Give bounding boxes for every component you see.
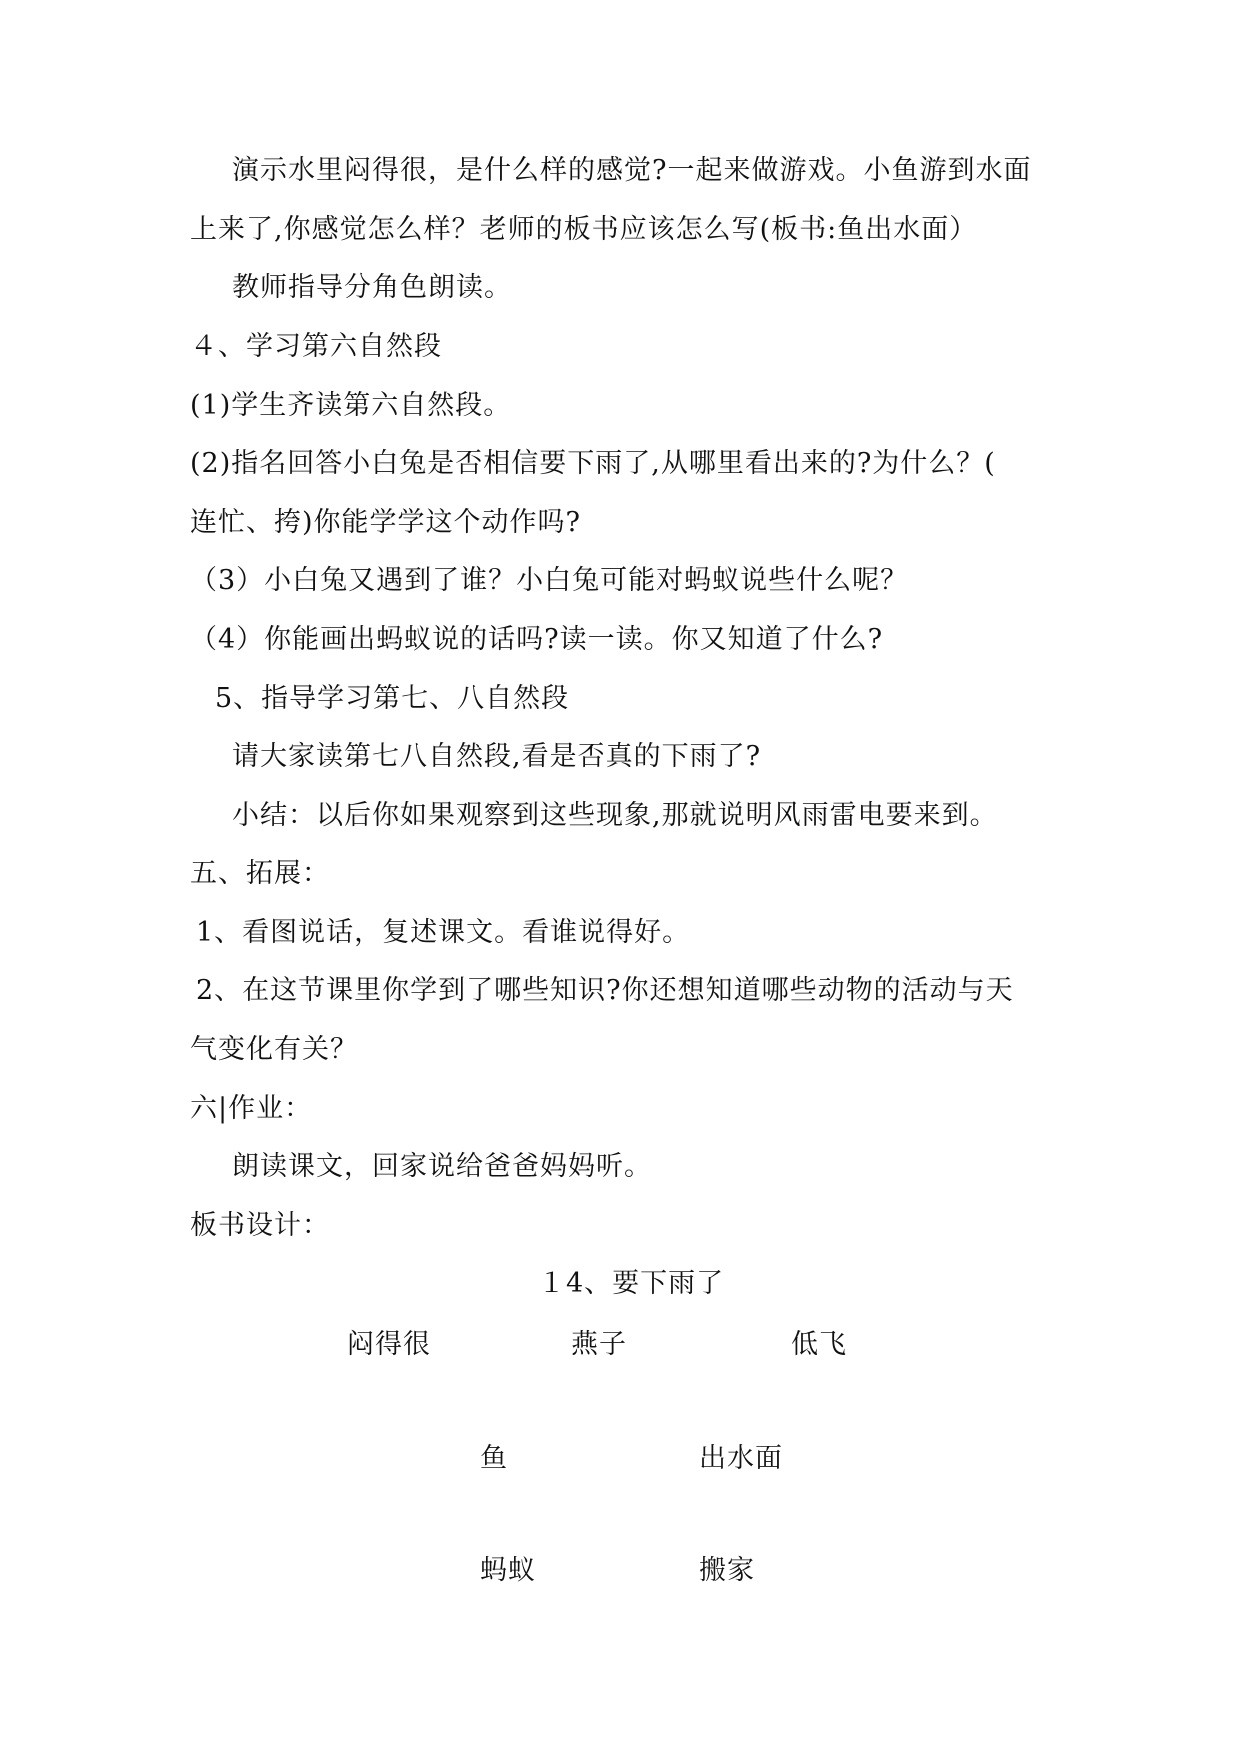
paragraph-line-3: 教师指导分角色朗读。	[232, 272, 512, 303]
section-heading-5: 5、指导学习第七、八自然段	[215, 683, 570, 714]
extension-item-2: 2、在这节课里你学到了哪些知识?你还想知道哪些动物的活动与天	[196, 975, 1014, 1006]
paragraph-line-4: 请大家读第七八自然段,看是否真的下雨了?	[232, 741, 762, 772]
board-design-heading: 板书设计：	[190, 1210, 330, 1241]
board-item-men-de-hen: 闷得很	[347, 1329, 431, 1360]
board-item-ma-yi: 蚂蚁	[480, 1555, 536, 1586]
list-item-2-continued: 连忙、挎)你能学学这个动作吗?	[190, 507, 582, 538]
section-heading-six: 六|作业：	[190, 1093, 313, 1124]
list-item-1: (1)学生齐读第六自然段。	[190, 390, 512, 421]
paragraph-line-2: 上来了,你感觉怎么样？老师的板书应该怎么写(板书:鱼出水面）	[190, 214, 978, 245]
board-item-di-fei: 低飞	[791, 1329, 847, 1360]
board-item-yan-zi: 燕子	[571, 1329, 627, 1360]
extension-item-2-continued: 气变化有关？	[190, 1034, 358, 1065]
board-title: １4、要下雨了	[538, 1268, 725, 1299]
section-heading-five: 五、拓展：	[190, 858, 330, 889]
list-item-4: （4）你能画出蚂蚁说的话吗?读一读。你又知道了什么?	[190, 624, 884, 655]
board-item-yu: 鱼	[480, 1443, 508, 1474]
section-heading-4: ４、学习第六自然段	[190, 331, 442, 362]
paragraph-line-1: 演示水里闷得很，是什么样的感觉?一起来做游戏。小鱼游到水面	[232, 155, 1032, 186]
board-item-ban-jia: 搬家	[699, 1555, 755, 1586]
list-item-3: （3）小白兔又遇到了谁？小白兔可能对蚂蚁说些什么呢？	[190, 565, 909, 596]
homework-line: 朗读课文，回家说给爸爸妈妈听。	[232, 1151, 652, 1182]
board-item-chu-shui-mian: 出水面	[699, 1443, 783, 1474]
extension-item-1: 1、看图说话，复述课文。看谁说得好。	[196, 917, 691, 948]
summary-line: 小结：以后你如果观察到这些现象,那就说明风雨雷电要来到。	[232, 800, 998, 831]
list-item-2: (2)指名回答小白兔是否相信要下雨了,从哪里看出来的?为什么？(	[190, 448, 996, 479]
